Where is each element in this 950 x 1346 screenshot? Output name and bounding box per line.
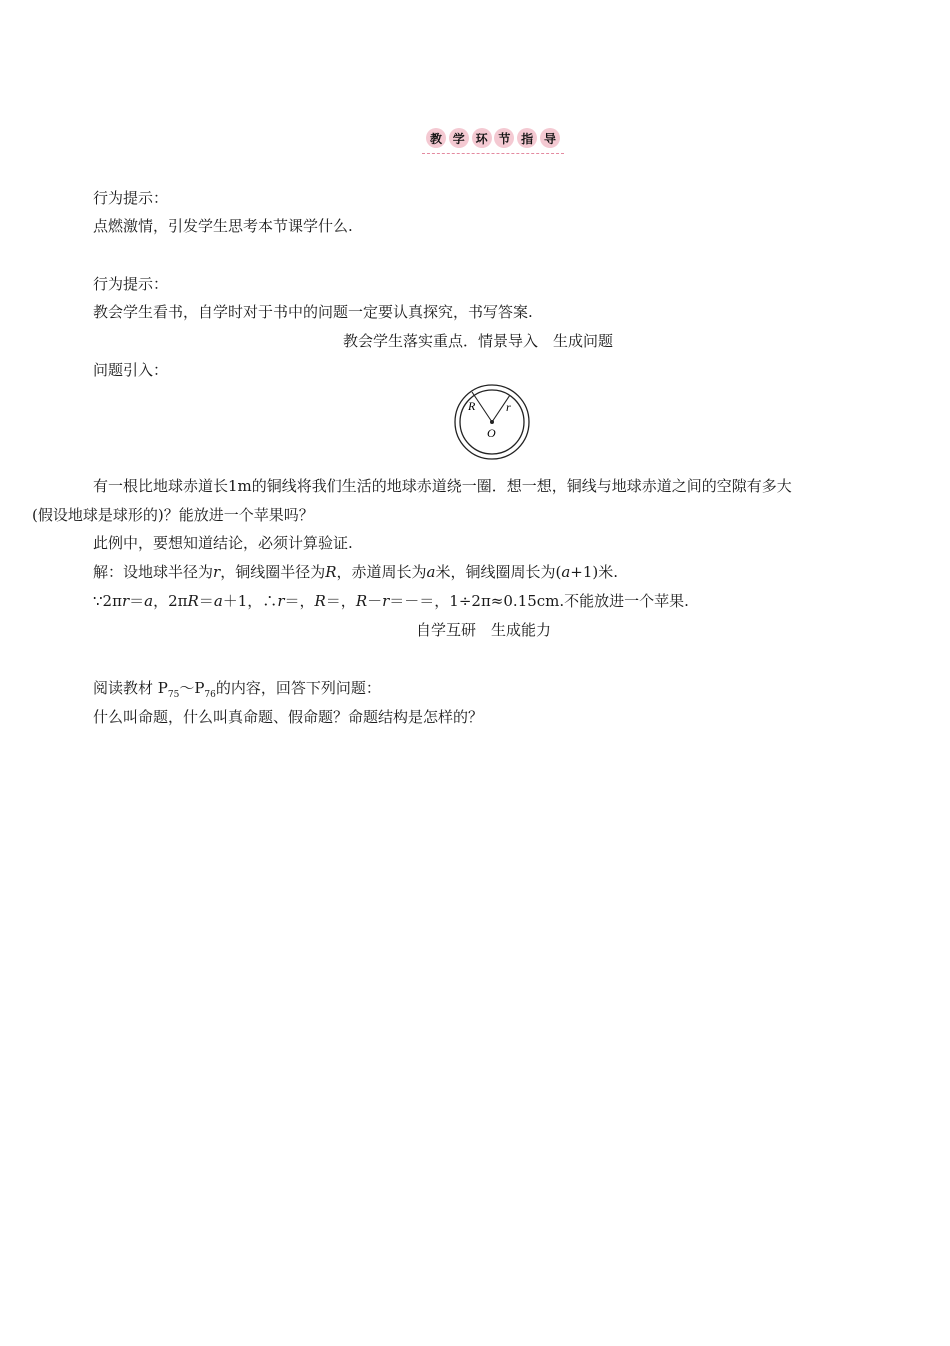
var-r: r [213,563,221,581]
var-a: a [561,563,571,581]
var-R: R [355,592,368,610]
var-R: R [314,592,326,610]
var-a: a [144,592,154,610]
banner-char: 环 [472,128,492,148]
banner-underline [422,153,564,154]
hint2-label: 行为提示： [93,275,169,293]
problem-line2: (假设地球是球形的)？能放进一个苹果吗？ [32,506,314,524]
var-R: R [325,563,337,581]
banner-char: 学 [449,128,469,148]
section2-heading: 自学互研 生成能力 [416,621,552,639]
text: ＝－＝，1÷2π≈0.15cm.不能放进一个苹果. [389,592,689,610]
text: ＝， [284,592,315,610]
question-line: 什么叫命题，什么叫真命题、假命题？命题结构是怎样的？ [93,708,484,726]
page-subscript: 75 [167,690,180,700]
text: ∵2π [93,592,122,610]
solution-line [93,562,618,582]
banner-char: 导 [540,128,560,148]
question-intro: 问题引入： [93,361,169,379]
text: ＋1，∴ [222,592,278,610]
var-R: R [187,592,199,610]
text: 阅读教材 P [93,679,168,697]
text: ＝， [325,592,356,610]
text: － [367,592,383,610]
example-note: 此例中，要想知道结论，必须计算验证. [93,534,353,552]
text: ＝ [129,592,145,610]
text: 的内容，回答下列问题： [215,679,381,697]
text: ～P [179,679,205,697]
var-r: r [121,592,130,610]
label-R: R [468,399,476,413]
center-point [490,420,494,424]
banner-char: 指 [517,128,537,148]
hint1-label: 行为提示： [93,189,169,207]
banner-char: 教 [426,128,446,148]
var-a: a [213,592,223,610]
text: ，铜线圈半径为 [220,563,326,581]
label-O: O [487,426,496,440]
page-subscript: 76 [204,690,216,700]
hint1-text: 点燃激情，引发学生思考本节课学什么. [93,217,353,235]
text: 解：设地球半径为 [93,563,214,581]
text: ，赤道周长为 [336,563,427,581]
label-r: r [506,400,511,414]
formula-line [93,591,689,611]
var-r: r [277,592,285,610]
banner-char: 节 [494,128,514,148]
text: ＝ [198,592,214,610]
hint2-text: 教会学生看书，自学时对于书中的问题一定要认真探究，书写答案. [93,303,533,321]
text: +1)米. [570,563,619,581]
section-banner [422,127,564,151]
reading-line [93,678,381,705]
circle-diagram [450,384,534,460]
var-r: r [382,592,390,610]
text: ，2π [153,592,188,610]
problem-line1: 有一根比地球赤道长1m的铜线将我们生活的地球赤道绕一圈．想一想，铜线与地球赤道之间的空隙有多大 [93,477,792,495]
section1-heading: 教会学生落实重点．情景导入 生成问题 [343,332,614,350]
text: 米，铜线圈周长为( [435,563,562,581]
var-a: a [426,563,436,581]
